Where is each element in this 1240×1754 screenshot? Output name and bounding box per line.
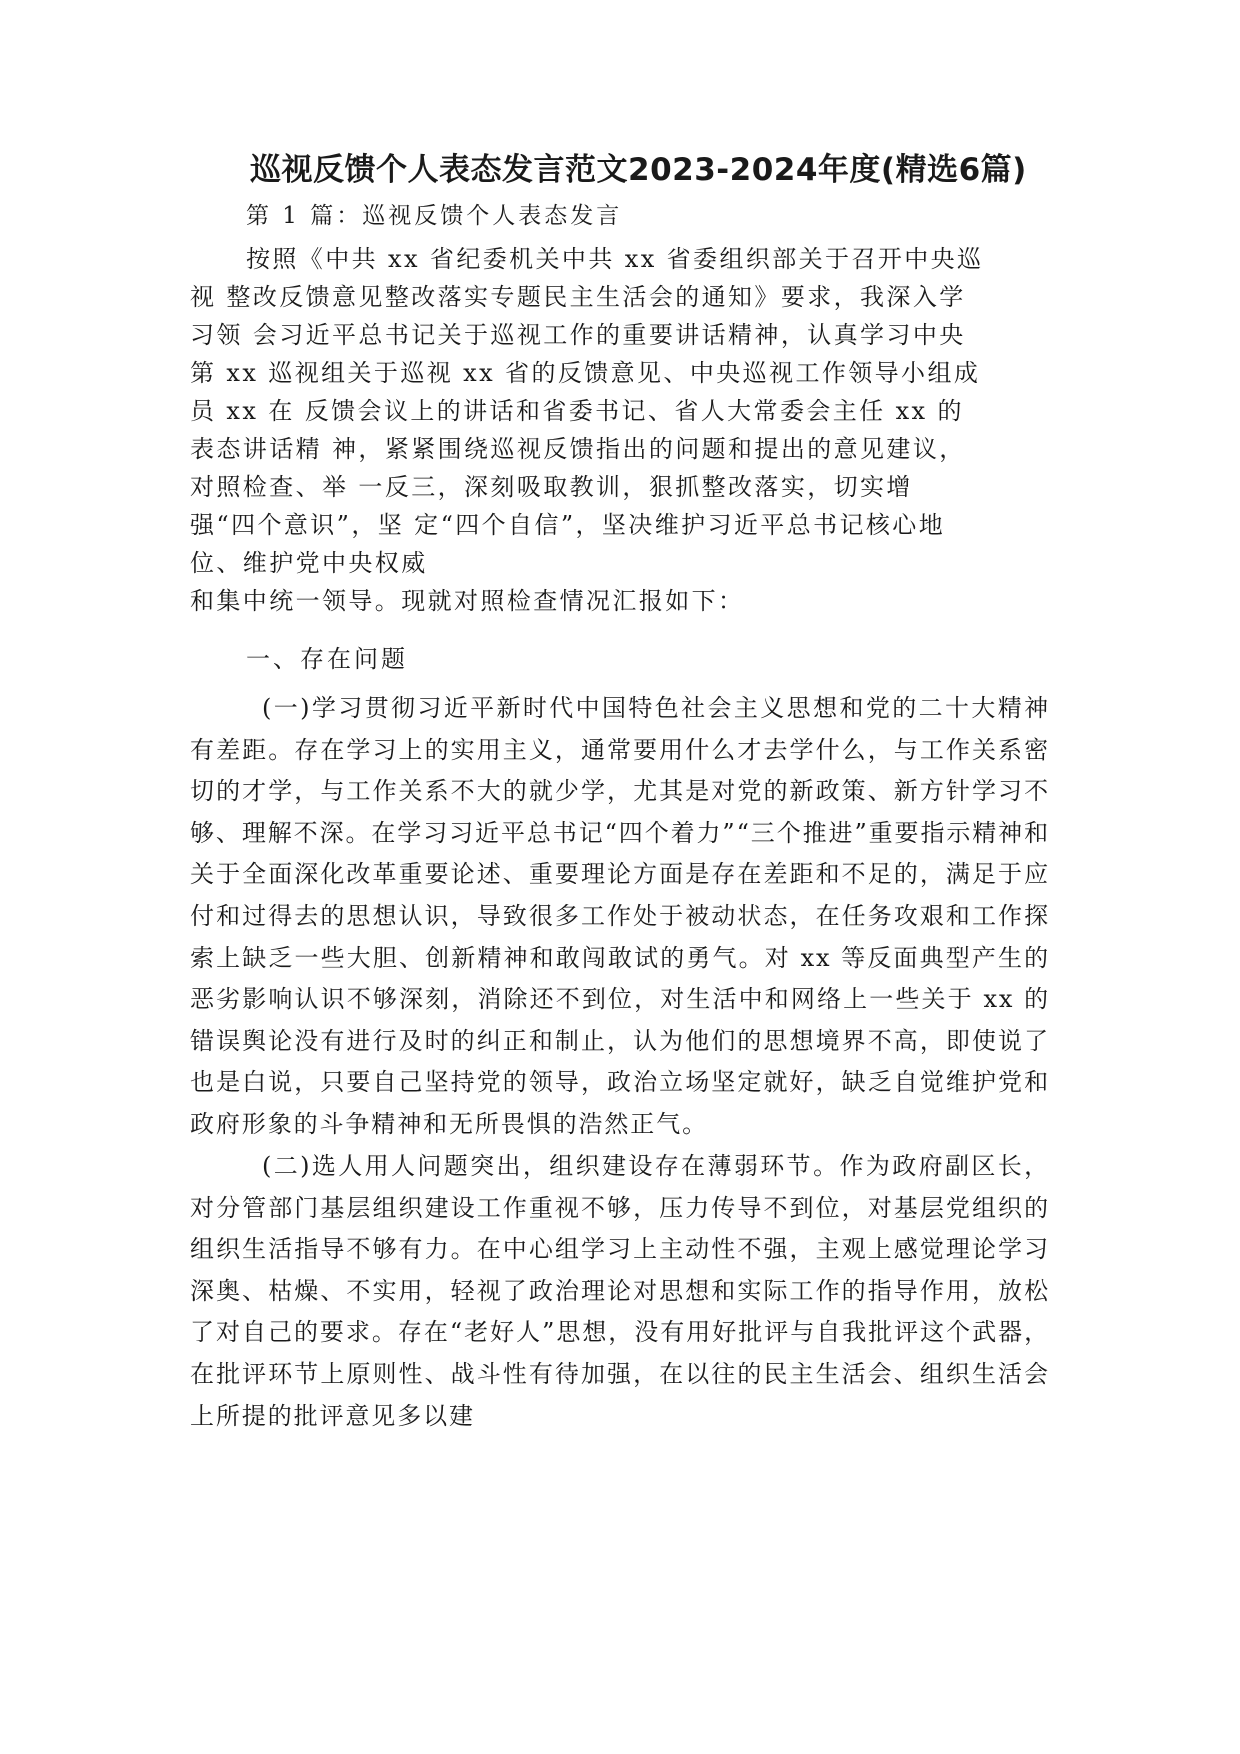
section-heading: 一、存在问题 <box>246 645 408 673</box>
body-paragraph-2: (二)选人用人问题突出，组织建设存在薄弱环节。作为政府副区长，对分管部门基层组织建设工作重视不够，压力传导不到位，对基层党组织的组织生活指导不够有力。在中心组学习上主动性不强，主观上感觉理论学习深奥、枯燥、不实用，轻视了政治理论对思想和实际工作的指导作用，放松了对自己的要求。存在“老好人”思想，没有用好批评与自我批评这个武器，在批评环节上原则性、战斗性有待加强，在以往的民主生活会、组织生活会上所提的批评意见多以建 <box>190 1152 1050 1430</box>
intro-line: 强“四个意识”，坚 定“四个自信”，坚决维护习近平总书记核心地 <box>190 511 946 539</box>
article-subtitle: 第 1 篇：巡视反馈个人表态发言 <box>246 203 623 229</box>
intro-line: 按照《中共 xx 省纪委机关中共 xx 省委组织部关于召开中央巡 <box>246 245 984 273</box>
intro-line: 员 xx 在 反馈会议上的讲话和省委书记、省人大常委会主任 xx 的 <box>190 397 964 425</box>
intro-line: 习领 会习近平总书记关于巡视工作的重要讲话精神，认真学习中央 <box>190 321 966 349</box>
intro-paragraph <box>190 240 1050 620</box>
intro-line: 对照检查、举 一反三，深刻吸取教训，狠抓整改落实，切实增 <box>190 473 913 501</box>
document-title: 巡视反馈个人表态发言范文2023-2024年度(精选6篇) <box>250 152 1027 188</box>
intro-line: 表态讲话精 神，紧紧围绕巡视反馈指出的问题和提出的意见建议， <box>190 435 966 463</box>
intro-line: 和集中统一领导。现就对照检查情况汇报如下： <box>190 587 745 615</box>
body-paragraph-1: (一)学习贯彻习近平新时代中国特色社会主义思想和党的二十大精神有差距。存在学习上的实用主义，通常要用什么才去学什么，与工作关系密切的才学，与工作关系不大的就少学，尤其是对党的新政策、新方针学习不够、理解不深。在学习习近平总书记“四个着力”“三个推进”重要指示精神和关于全面深化改革重要论述、重要理论方面是存在差距和不足的，满足于应付和过得去的思想认识，导致很多工作处于被动状态，在任务攻艰和工作探索上缺乏一些大胆、创新精神和敢闯敢试的勇气。对 xx 等反面典型产生的恶劣影响认识不够深刻，消除还不到位，对生活中和网络上一些关于 xx 的错误舆论没有进行及时的纠正和制止，认为他们的思想境界不高，即使说了也是白说，只要自己坚持党的领导，政治立场坚定就好，缺乏自觉维护党和政府形象的斗争精神和无所畏惧的浩然正气。 <box>190 694 1050 1138</box>
intro-line: 视 整改反馈意见整改落实专题民主生活会的通知》要求，我深入学 <box>190 283 966 311</box>
intro-line: 位、维护党中央权威 <box>190 549 428 577</box>
intro-line: 第 xx 巡视组关于巡视 xx 省的反馈意见、中央巡视工作领导小组成 <box>190 359 981 387</box>
